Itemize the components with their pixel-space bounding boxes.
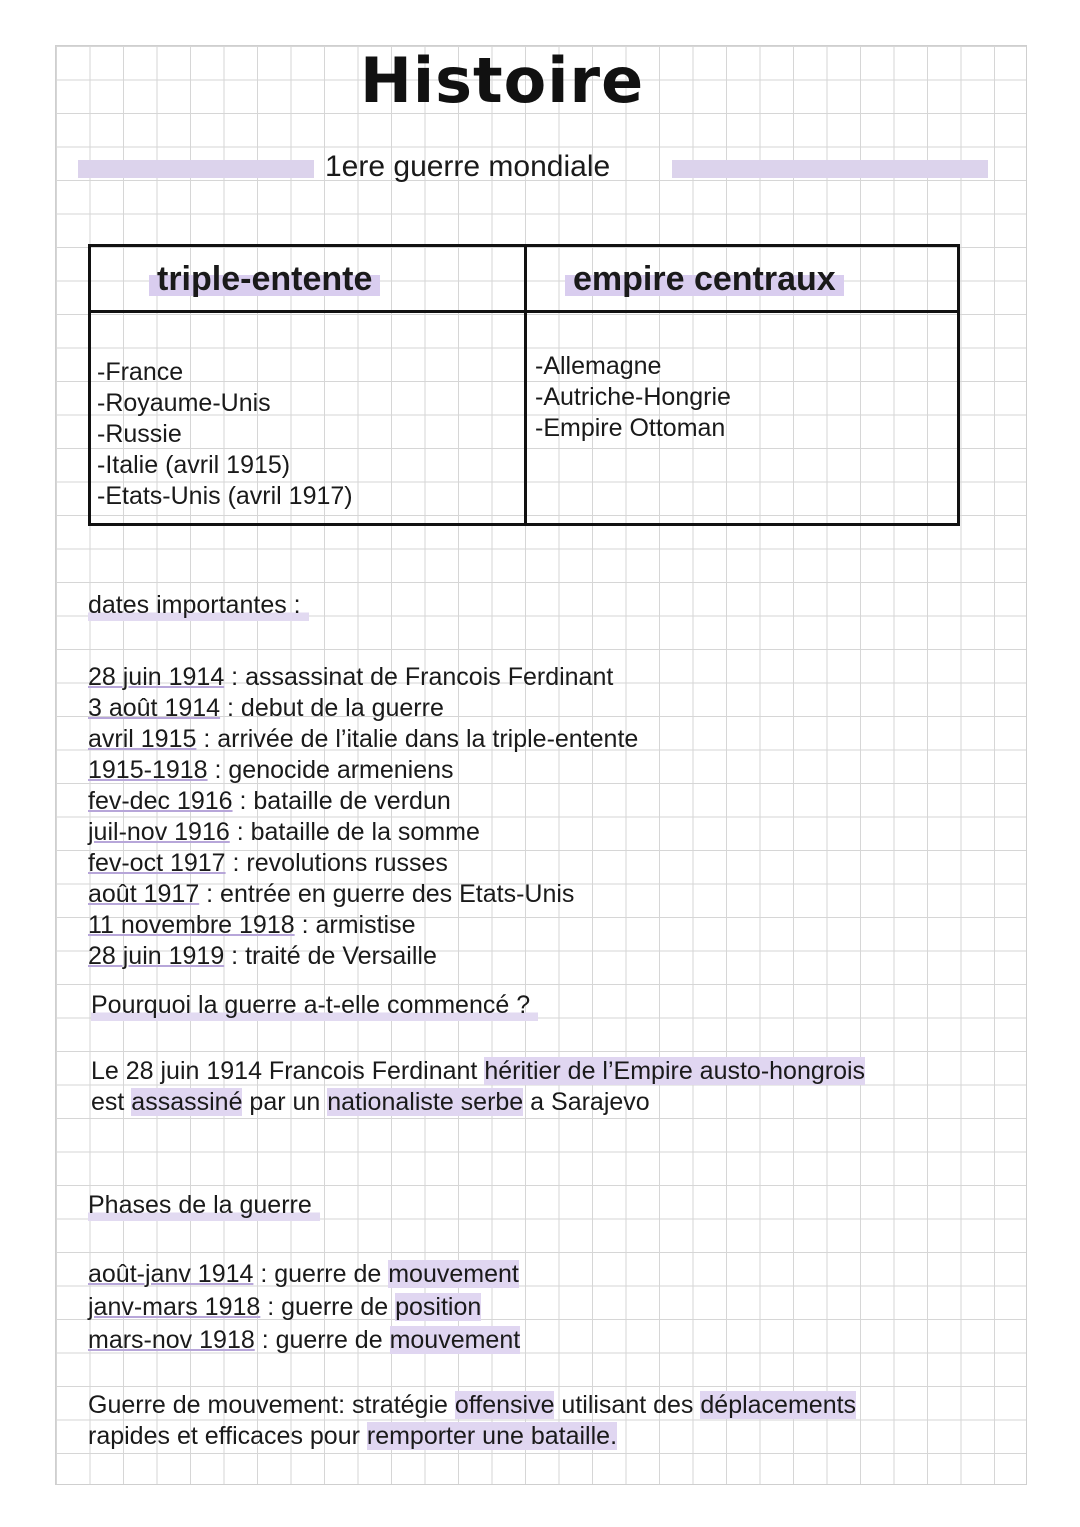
date-label: avril 1915 bbox=[88, 725, 197, 753]
text-segment: Guerre de mouvement: stratégie bbox=[88, 1391, 455, 1419]
text-segment: est bbox=[91, 1088, 132, 1116]
list-item bbox=[88, 786, 638, 817]
highlight-segment: héritier de l’Empire austo-hongrois bbox=[484, 1057, 866, 1085]
list-item: -Empire Ottoman bbox=[535, 414, 726, 442]
list-item bbox=[88, 1291, 520, 1324]
phase-text: : guerre de bbox=[254, 1326, 390, 1354]
date-label: fev-oct 1917 bbox=[88, 849, 226, 877]
why-answer-line-2 bbox=[91, 1087, 865, 1118]
alliances-table bbox=[88, 244, 960, 526]
phase-key: mouvement bbox=[389, 1326, 521, 1354]
list-item bbox=[88, 662, 638, 693]
phase-text: : guerre de bbox=[253, 1260, 389, 1288]
list-item bbox=[88, 693, 638, 724]
phase-date: août-janv 1914 bbox=[88, 1260, 254, 1288]
list-item bbox=[88, 848, 638, 879]
why-answer bbox=[91, 1056, 865, 1118]
phase-key: position bbox=[395, 1293, 482, 1321]
phase-date: mars-nov 1918 bbox=[88, 1326, 255, 1354]
subtitle-deco-left bbox=[78, 160, 314, 178]
list-item bbox=[88, 910, 638, 941]
date-label: 11 novembre 1918 bbox=[88, 911, 295, 939]
dates-list bbox=[88, 662, 638, 972]
table-divider-vertical bbox=[524, 247, 527, 523]
highlight-segment: assassiné bbox=[131, 1088, 243, 1116]
subtitle-deco-right bbox=[672, 160, 988, 178]
phases-heading: Phases de la guerre bbox=[88, 1190, 320, 1221]
list-item bbox=[88, 941, 638, 972]
date-event: : debut de la guerre bbox=[220, 694, 444, 722]
phase-key: mouvement bbox=[388, 1260, 519, 1288]
date-event: : genocide armeniens bbox=[207, 756, 454, 784]
header-triple-entente: triple-entente bbox=[149, 259, 380, 299]
phase-text: : guerre de bbox=[260, 1293, 396, 1321]
date-event: : assassinat de Francois Ferdinant bbox=[224, 663, 614, 691]
date-label: 1915-1918 bbox=[88, 756, 208, 784]
text-segment: rapides et efficaces pour bbox=[88, 1422, 367, 1450]
empire-centraux-list bbox=[535, 351, 731, 444]
list-item: -Italie (avril 1915) bbox=[97, 451, 291, 479]
phase-date: janv-mars 1918 bbox=[88, 1293, 261, 1321]
date-label: juil-nov 1916 bbox=[88, 818, 230, 846]
highlight-segment: déplacements bbox=[700, 1391, 857, 1419]
definition-line-1 bbox=[88, 1390, 856, 1421]
date-event: : arrivée de l’italie dans la triple-entente bbox=[196, 725, 639, 753]
date-label: 3 août 1914 bbox=[88, 694, 221, 722]
date-event: : traité de Versaille bbox=[224, 942, 437, 970]
highlight-segment: remporter une bataille. bbox=[366, 1422, 618, 1450]
text-segment: Le 28 juin 1914 Francois Ferdinant bbox=[91, 1057, 485, 1085]
date-label: fev-dec 1916 bbox=[88, 787, 233, 815]
dates-heading: dates importantes : bbox=[88, 590, 309, 621]
list-item bbox=[88, 879, 638, 910]
list-item: -France bbox=[97, 358, 184, 386]
text-segment: a Sarajevo bbox=[523, 1088, 650, 1116]
list-item bbox=[88, 724, 638, 755]
date-label: août 1917 bbox=[88, 880, 200, 908]
date-event: : armistise bbox=[294, 911, 416, 939]
phases-list bbox=[88, 1258, 520, 1357]
page-subtitle: 1ere guerre mondiale bbox=[325, 150, 611, 183]
date-label: 28 juin 1914 bbox=[88, 663, 225, 691]
date-event: : entrée en guerre des Etats-Unis bbox=[199, 880, 575, 908]
list-item bbox=[88, 755, 638, 786]
date-event: : bataille de la somme bbox=[229, 818, 480, 846]
list-item: -Etats-Unis (avril 1917) bbox=[97, 482, 353, 510]
why-answer-line-1 bbox=[91, 1056, 865, 1087]
text-segment: utilisant des bbox=[554, 1391, 701, 1419]
highlight-segment: offensive bbox=[454, 1391, 555, 1419]
why-question: Pourquoi la guerre a-t-elle commencé ? bbox=[91, 990, 538, 1021]
list-item bbox=[88, 817, 638, 848]
definition bbox=[88, 1390, 856, 1452]
list-item: -Russie bbox=[97, 420, 182, 448]
text-segment: par un bbox=[242, 1088, 328, 1116]
date-label: 28 juin 1919 bbox=[88, 942, 225, 970]
list-item bbox=[88, 1258, 520, 1291]
definition-line-2 bbox=[88, 1421, 856, 1452]
header-empire-centraux: empire centraux bbox=[565, 259, 844, 299]
list-item bbox=[88, 1324, 520, 1357]
table-divider-horizontal bbox=[91, 310, 957, 313]
date-event: : revolutions russes bbox=[225, 849, 448, 877]
highlight-segment: nationaliste serbe bbox=[327, 1088, 524, 1116]
date-event: : bataille de verdun bbox=[232, 787, 451, 815]
list-item: -Autriche-Hongrie bbox=[535, 383, 731, 411]
list-item: -Allemagne bbox=[535, 352, 662, 380]
list-item: -Royaume-Unis bbox=[97, 389, 271, 417]
page-title: Histoire bbox=[360, 44, 645, 117]
triple-entente-list bbox=[97, 357, 353, 512]
